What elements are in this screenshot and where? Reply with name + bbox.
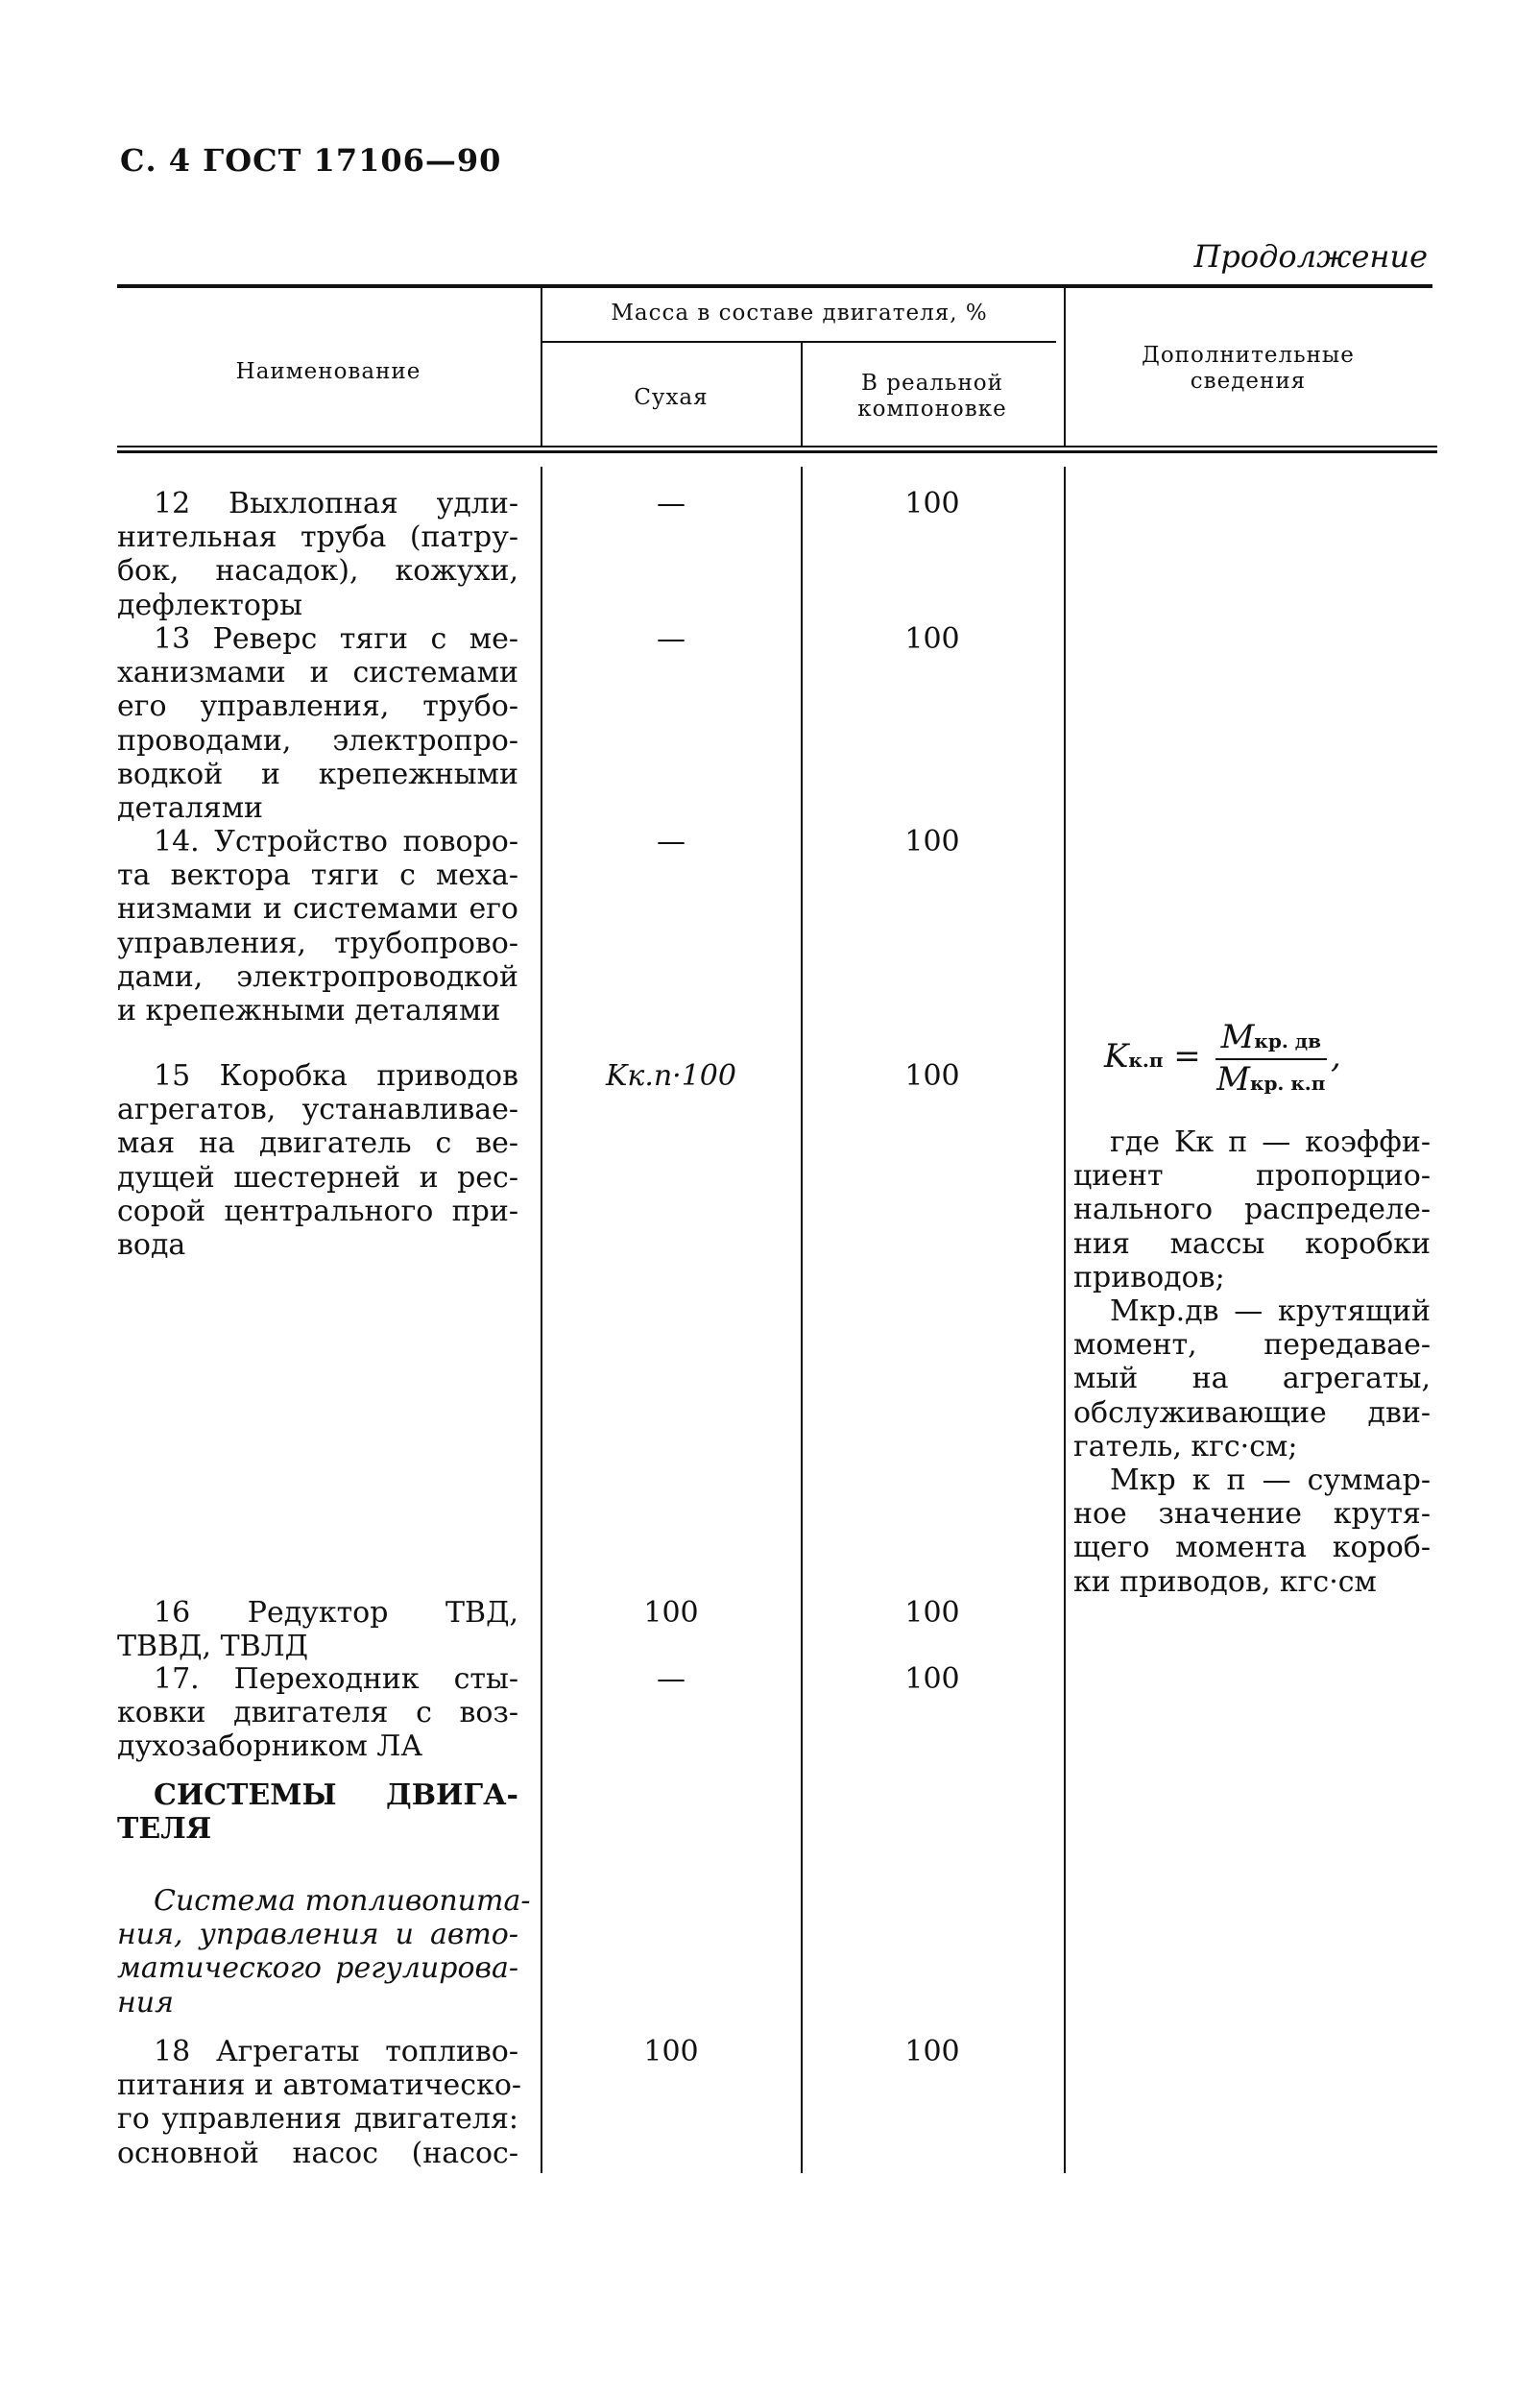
header-real-line2: компоновке — [857, 397, 1007, 422]
table-top-rule — [117, 284, 1432, 288]
row-name-line: сорой центрального при- — [117, 1194, 518, 1228]
row-name-line: 14. Устройство поворо- — [154, 825, 518, 858]
row-name-line: 12 Выхлопная удли- — [154, 487, 518, 520]
row-name-line: та вектора тяги с меха- — [117, 858, 518, 893]
row-name-line: водкой и крепежными — [117, 757, 518, 791]
row-name-line: дущей шестерней и рес- — [117, 1160, 518, 1195]
row-name-line: агрегатов, устанавливае- — [117, 1093, 518, 1127]
formula-fraction — [1215, 1018, 1327, 1099]
header-sub-rule — [541, 341, 1056, 343]
row-name-line: его управления, трубо- — [117, 689, 518, 724]
continuation-label: Продолжение — [1193, 238, 1428, 275]
body-divider-1 — [541, 467, 542, 2173]
header-extra-line1: Дополнительные — [1142, 343, 1355, 368]
note-paragraph — [1073, 1294, 1431, 1463]
row-name — [117, 825, 518, 1028]
note-paragraph-line: гатель, кгс·см; — [1073, 1429, 1298, 1463]
formula-den-sub: кр. к.п — [1250, 1072, 1326, 1095]
header-dry: Сухая — [634, 385, 709, 410]
row-name — [117, 2035, 522, 2170]
row-name-line: проводами, электропро- — [117, 723, 518, 758]
subsection-heading-line: ния — [117, 1985, 174, 2019]
row-name-line: духозаборником ЛА — [117, 1729, 423, 1764]
note-paragraph-line: где Kк п — коэффи- — [1110, 1125, 1431, 1159]
row-name-line: основной насос (насос- — [117, 2136, 518, 2170]
row-name — [117, 487, 518, 622]
row-name-line: го управления двигателя: — [117, 2102, 518, 2137]
row-name — [117, 622, 518, 825]
row-name-line: бок, насадок), кожухи, — [117, 554, 518, 589]
row-dry-mass: — — [657, 622, 686, 656]
note-paragraph — [1073, 1125, 1431, 1294]
row-dry-mass: — — [657, 1662, 686, 1696]
header-extra — [1066, 343, 1431, 395]
row-real-mass: 100 — [904, 1059, 960, 1093]
section-heading-line: ТЕЛЯ — [117, 1812, 212, 1847]
row-real-mass: 100 — [904, 622, 960, 656]
row-name-line: 17. Переходник сты- — [154, 1662, 518, 1696]
row-name-line: вода — [117, 1227, 186, 1262]
note-paragraph-line: приводов; — [1073, 1260, 1225, 1294]
header-real-line1: В реальной — [861, 371, 1003, 396]
formula-den: M — [1216, 1060, 1250, 1099]
subsection-heading-line: Система топливопита- — [154, 1884, 531, 1918]
row-name-line: и крепежными деталями — [117, 993, 501, 1028]
note-paragraph-line: момент, передавае- — [1073, 1328, 1431, 1363]
formula-num: M — [1220, 1018, 1255, 1056]
section-heading — [117, 1778, 518, 1846]
row-name-line: 15 Коробка приводов — [154, 1059, 518, 1093]
section-heading-line: СИСТЕМЫ ДВИГА- — [154, 1778, 518, 1812]
row-name-line: 16 Редуктор ТВД, — [154, 1596, 518, 1630]
subsection-heading — [117, 1884, 531, 2019]
row-name — [117, 1662, 518, 1764]
row-dry-mass: Kк.п·100 — [606, 1059, 736, 1093]
row-real-mass: 100 — [904, 1596, 960, 1630]
row-name-line: дами, электропроводкой — [117, 959, 518, 994]
subsection-heading-line: ния, управления и авто- — [117, 1918, 518, 1952]
formula-lhs: K — [1104, 1037, 1129, 1076]
row-name — [117, 1596, 518, 1663]
row-name-line: управления, трубопрово- — [117, 926, 518, 960]
note-paragraph-line: ное значение крутя- — [1073, 1497, 1431, 1532]
row-dry-mass: 100 — [643, 2035, 699, 2068]
note-paragraph-line: циент пропорцио- — [1073, 1159, 1431, 1194]
row-name-line: ТВВД, ТВЛД — [117, 1630, 309, 1664]
note-paragraph-line: Mкр к п — суммар- — [1110, 1463, 1431, 1497]
header-real — [803, 371, 1062, 423]
row-name-line: питания и автоматическо- — [117, 2068, 522, 2103]
header-extra-line2: сведения — [1190, 369, 1307, 394]
row-real-mass: 100 — [904, 487, 960, 520]
row-real-mass: 100 — [904, 1662, 960, 1696]
body-divider-3 — [1064, 467, 1066, 2173]
row-real-mass: 100 — [904, 2035, 960, 2068]
row-name-line: деталями — [117, 790, 264, 825]
note-paragraph-line: ки приводов, кгс·см — [1073, 1564, 1377, 1599]
formula-eq: = — [1173, 1037, 1201, 1076]
formula — [1104, 1018, 1341, 1099]
note-paragraph-line: обслуживающие дви- — [1073, 1395, 1431, 1430]
row-dry-mass: — — [657, 487, 686, 520]
note-paragraph-line: нального распределе- — [1073, 1193, 1431, 1227]
row-name-line: низмами и системами его — [117, 892, 518, 927]
row-dry-mass: 100 — [643, 1596, 699, 1630]
row-name-line: нительная труба (патру- — [117, 520, 518, 555]
header-mass-group: Масса в составе двигателя, % — [611, 301, 988, 326]
row-real-mass: 100 — [904, 825, 960, 858]
row-name-line: 18 Агрегаты топливо- — [154, 2035, 518, 2068]
row-dry-mass: — — [657, 825, 686, 858]
header-name: Наименование — [235, 359, 421, 384]
header-bottom-rule — [117, 446, 1437, 447]
row-name-line: дефлекторы — [117, 588, 303, 622]
formula-lhs-sub: к.п — [1128, 1049, 1164, 1072]
formula-comma: , — [1331, 1037, 1341, 1076]
row-name — [117, 1059, 518, 1262]
note-paragraph-line: мый на агрегаты, — [1073, 1362, 1431, 1396]
note-paragraph-line: Mкр.дв — крутящий — [1110, 1294, 1431, 1328]
header-bottom-rule-2 — [117, 450, 1437, 453]
note-paragraph — [1073, 1463, 1431, 1599]
page-header: С. 4 ГОСТ 17106—90 — [120, 142, 502, 179]
row-name-line: 13 Реверс тяги с ме- — [154, 622, 518, 656]
row-name-line: ханизмами и системами — [117, 656, 518, 690]
note-paragraph-line: ния массы коробки — [1073, 1226, 1431, 1261]
row-name-line: ковки двигателя с воз- — [117, 1696, 518, 1730]
note-paragraph-line: щего момента короб- — [1073, 1531, 1431, 1565]
formula-num-sub: кр. дв — [1254, 1029, 1321, 1052]
subsection-heading-line: матического регулирова- — [117, 1951, 518, 1986]
row-name-line: мая на двигатель с ве- — [117, 1126, 518, 1161]
body-divider-2 — [801, 467, 803, 2173]
